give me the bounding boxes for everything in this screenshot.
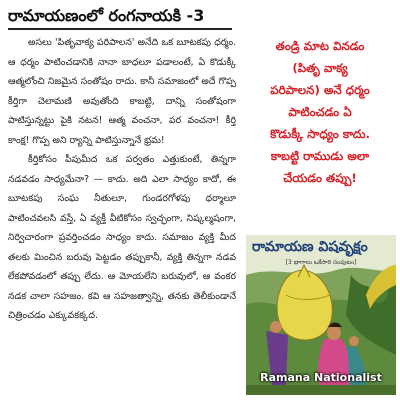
book-cover-image xyxy=(246,235,396,395)
page-title: రామాయణంలో రంగనాయకి -3 xyxy=(8,6,205,25)
callout-line: పరిపాలన) అనే ధర్మం xyxy=(270,83,370,97)
article-paragraph: కీర్తికోసం పీపుమీద ఒక పర్వతం ఎత్తుకుంటే, తిన్నగా నడవడం సాధ్యమేనా? — కాదు. అది ఎలా సాధ్యం కాదో, ఈ బూటకపు సంఘ నీతులూ, గుండరగోళపు ధర్మాలూ పాటించవలసి వస్తే, ఏ వ్యక్తీ వీటికోసం స్వచ్ఛంగా, నిష్కల్మషంగా, నిర్విచారంగా ప్రవర్తించడం సాధ్యం కాదు. సమాజం వ్యక్తి మీద తలకు మించిన బరువు పెట్టడం తప్పుకానీ, వ్యక్తి తిన్నగా నడవ లేకపోవడంలో తప్పు లేదు. ఆ మోయలేని బరువులో, ఆ వంకర నడక చాలా సహజం. కవి ఆ సహజత్వాన్ని, తనకు తెలీకుండానే చిత్రించడం ఎక్కువకక్కద. xyxy=(8,154,236,321)
callout-line: తండ్రి మాట వినడం xyxy=(275,39,365,53)
callout-line: పాటించడం ఏ xyxy=(288,105,352,119)
title-underline xyxy=(8,28,232,30)
callout-quote xyxy=(247,35,393,189)
callout-line: (పితృ వాక్య xyxy=(292,61,348,75)
callout-line: కాబట్టి రాముడు అలా xyxy=(270,149,370,163)
article-body xyxy=(8,33,236,395)
book-cover-title: రామాయణ విషవృక్షం xyxy=(252,239,368,255)
watermark-text: Ramana Nationalist xyxy=(260,371,382,384)
callout-line: కొడుక్కీ సాధ్యం కాదు. xyxy=(270,127,370,141)
book-cover-subtitle: [3 భాగాలు ఒకేసారి సంపుటం] xyxy=(285,259,357,266)
article-paragraph: అసలు 'పితృవాక్య పరిపాలన' అనేది ఒక బూటకపు ధర్మం. ఆ ధర్మం పాటించడానికి నానా బాధలూ పడాలంటే, ఏ కొడుక్కీ ఆత్మలోంచి నిజమైన సంతోషం రాదు. కానీ సమాజంలో అదే గొప్ప కీర్తిగా చెలామణి అవుతోంది కాబట్టి, దాన్ని సంతోషంగా పాటిస్తున్నట్టు పైకి నటన! ఆత్మ వంచనా, పర వంచనా! కీర్తి కాంక్ష! గొప్ప అని ర్యాన్ని పాటిస్తున్నానే భ్రమ! xyxy=(8,37,236,146)
callout-line: చేయడం తప్పు! xyxy=(283,171,357,185)
